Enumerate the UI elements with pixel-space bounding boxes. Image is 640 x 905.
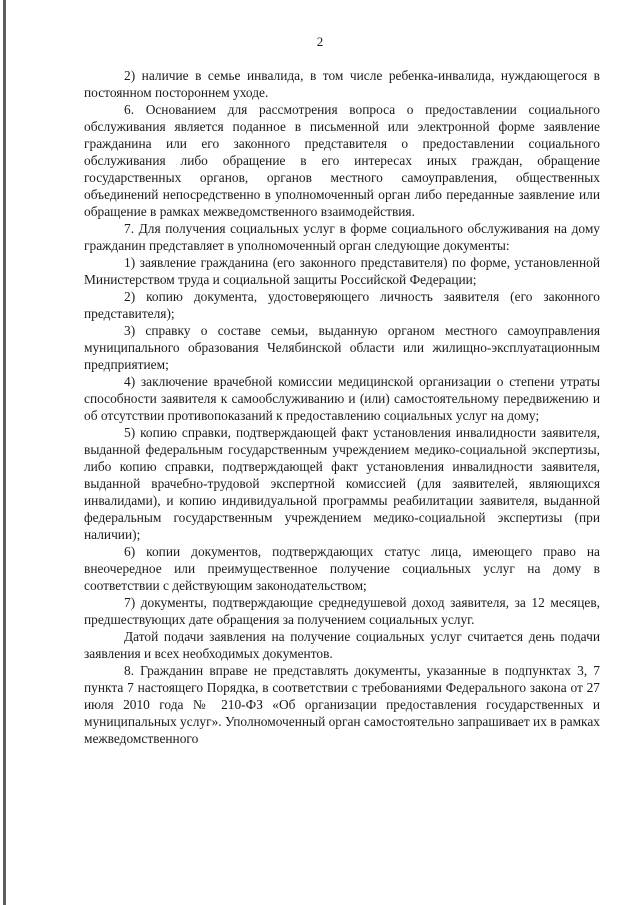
paragraph-2-nalichie: 2) наличие в семье инвалида, в том числе ребенка-инвалида, нуждающегося в постоянном постороннем уходе.	[84, 68, 600, 100]
paragraph-data-podachi: Датой подачи заявления на получение социальных услуг считается день подачи заявления и всех необходимых документов.	[84, 629, 600, 661]
document-body	[84, 67, 600, 747]
page-number: 2	[316, 34, 324, 49]
paragraph-7-6-kopii: 6) копии документов, подтверждающих статус лица, имеющего право на внеочередное или преимущественное получение социальных услуг на дому в соответствии с действующим законодательством;	[84, 544, 600, 593]
paragraph-7-1-zayavlenie: 1) заявление гражданина (его законного представителя) по форме, установленной Министерством труда и социальной защиты Российской Федерации;	[84, 255, 600, 287]
paragraph-7-2-kopiya-dokumenta: 2) копию документа, удостоверяющего личность заявителя (его законного представителя);	[84, 289, 600, 321]
paragraph-7-3-spravka: 3) справку о составе семьи, выданную органом местного самоуправления муниципального образования Челябинской области или жилищно-эксплуатационным предприятием;	[84, 323, 600, 372]
paragraph-8-grazhdanin: 8. Гражданин вправе не представлять документы, указанные в подпунктах 3, 7 пункта 7 настоящего Порядка, в соответствии с требованиями Федерального закона от 27 июля 2010 года № 210-ФЗ «Об организации предоставления государственных и муниципальных услуг». Уполномоченный орган самостоятельно запрашивает их в рамках межведомственного	[84, 663, 600, 746]
paragraph-7-5-kopiya-spravki: 5) копию справки, подтверждающей факт установления инвалидности заявителя, выданной федеральным государственным учреждением медико-социальной экспертизы, либо копию справки, подтверждающей факт установления инвалидности заявителя, выданной врачебно-трудовой экспертной комиссией (для заявителей, являющихся инвалидами), и копию индивидуальной программы реабилитации заявителя, выданной федеральным государственным учреждением медико-социальной экспертизы (при наличии);	[84, 425, 600, 542]
paragraph-7-4-zaklyuchenie: 4) заключение врачебной комиссии медицинской организации о степени утраты способности заявителя к самообслуживанию и (или) самостоятельному передвижению и об отсутствии противопоказаний к предоставлению социальных услуг на дому;	[84, 374, 600, 423]
scan-edge-rule	[3, 0, 6, 905]
paragraph-6-osnovaniem: 6. Основанием для рассмотрения вопроса о предоставлении социального обслуживания является поданное в письменной или электронной форме заявление гражданина или его законного представителя о предоставлении социального обслуживания либо обращение в его интересах иных граждан, обращение государственных органов, органов местного самоуправления, общественных объединений непосредственно в уполномоченный орган либо переданные заявление или обращение в рамках межведомственного взаимодействия.	[84, 102, 600, 219]
paragraph-7-7-dokumenty: 7) документы, подтверждающие среднедушевой доход заявителя, за 12 месяцев, предшествующих дате обращения за получением социальных услуг.	[84, 595, 600, 627]
paragraph-7-dlya-polucheniya: 7. Для получения социальных услуг в форме социального обслуживания на дому гражданин представляет в уполномоченный орган следующие документы:	[84, 221, 600, 253]
